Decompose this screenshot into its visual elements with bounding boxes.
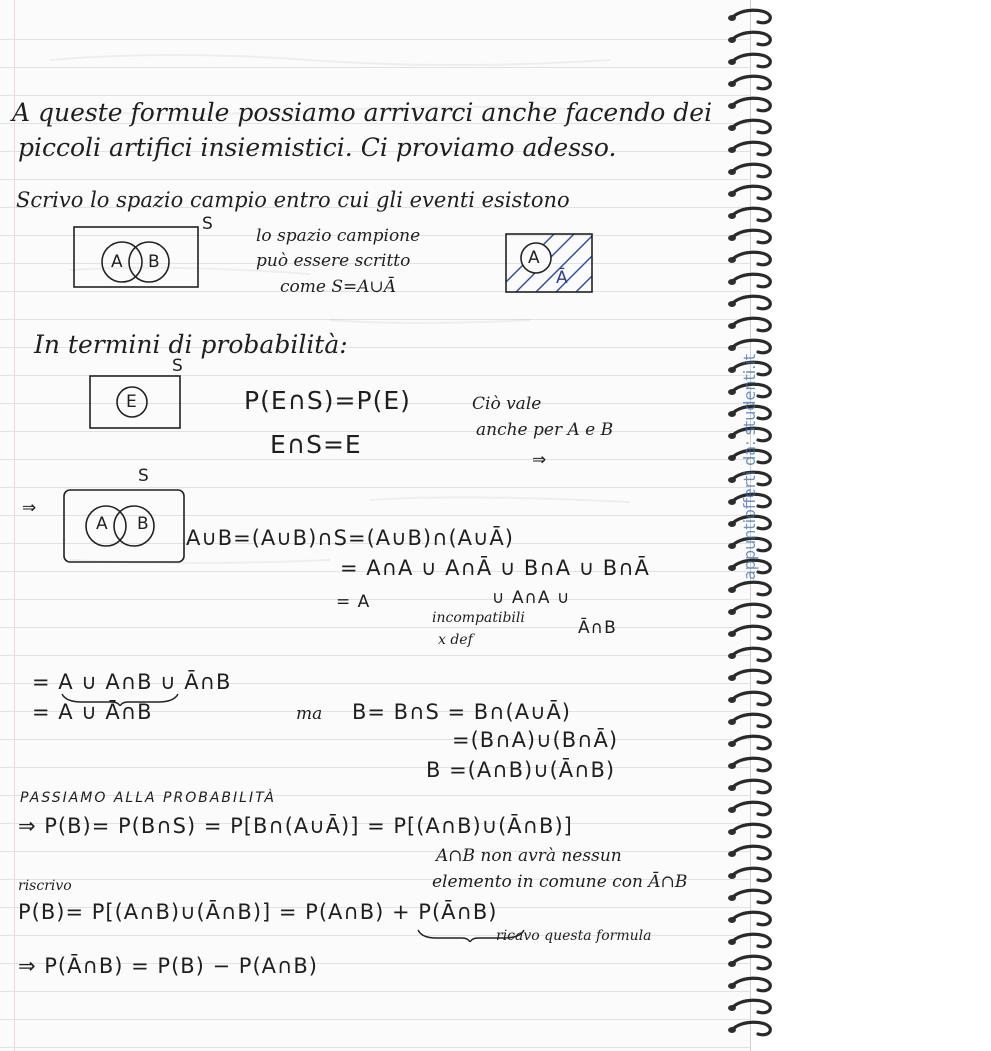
eq-e-cap-s: E∩S=E [270, 430, 362, 459]
rewrite-line: P(B)= P[(A∩B)∪(Ā∩B)] = P(A∩B) + P(Ā∩B) [18, 900, 498, 924]
line-b: = A ∪ Ā∩B [32, 700, 153, 724]
spiral-ring [732, 208, 770, 221]
note-valid-1: Ciò vale [472, 394, 542, 414]
union-equation: A∪B=(A∪B)∩S=(A∪B)∩(A∪Ā) [186, 526, 514, 550]
incompatible-note-2: x def [438, 632, 473, 648]
spiral-ring [732, 824, 770, 837]
abar-cap-b: Ā∩B [578, 618, 617, 638]
diagram1-b-label: B [148, 252, 161, 272]
spiral-ring [732, 318, 770, 331]
union-line-3-b: ∪ A∩A ∪ [492, 588, 571, 608]
spiral-ring [732, 10, 770, 23]
pass-heading: PASSIAMO ALLA PROBABILITÀ [20, 790, 276, 806]
implies-left: ⇒ [22, 498, 38, 518]
b-eq-1: B= B∩S = B∩(A∪Ā) [352, 700, 571, 724]
spiral-ring [732, 868, 770, 881]
no-common-2: elemento in comune con Ā∩B [432, 872, 688, 892]
spiral-ring [732, 252, 770, 265]
implies-short: ⇒ [532, 450, 548, 470]
sample-space-box-4 [64, 490, 184, 562]
spiral-ring [732, 736, 770, 749]
intro-line-2: piccoli artifici insiemistici. Ci proviamo adesso. [18, 133, 617, 162]
space-note-2: può essere scritto [256, 251, 411, 271]
margin-line [14, 0, 15, 1051]
ricavo-note: ricavo questa formula [496, 928, 652, 944]
spiral-ring [732, 32, 770, 45]
prob-line: ⇒ P(B)= P(B∩S) = P[B∩(A∪Ā)] = P[(A∩B)∪(Ā∩B)] [18, 814, 573, 838]
space-note-3: come S=A∪Ā [280, 277, 397, 297]
diagram1-a-label: A [111, 252, 124, 272]
b-eq-2: =(B∩A)∪(B∩Ā) [452, 728, 619, 752]
prob-heading: In termini di probabilità: [34, 330, 348, 359]
note-valid-2: anche per A e B [476, 420, 614, 440]
diagram2-abar-label: Ā [556, 268, 569, 288]
incompatible-note-1: incompatibili [432, 610, 525, 626]
spiral-ring [732, 274, 770, 287]
line-a: = A ∪ A∩B ∪ Ā∩B [32, 670, 232, 694]
spiral-ring [732, 714, 770, 727]
spiral-ring [732, 230, 770, 243]
spiral-ring [732, 340, 770, 353]
spiral-ring [732, 164, 770, 177]
spiral-ring [732, 780, 770, 793]
spiral-ring [732, 296, 770, 309]
watermark: appuntiofferti da: studenti.it [740, 353, 759, 580]
eq-p-e-cap-s: P(E∩S)=P(E) [244, 386, 411, 415]
intro-line-1: A queste formule possiamo arrivarci anche facendo dei [12, 98, 713, 127]
spiral-ring [732, 604, 770, 617]
diagram2-a-label: A [528, 248, 541, 268]
spiral-ring [732, 186, 770, 199]
riscrivo: riscrivo [18, 878, 72, 894]
spiral-ring [732, 54, 770, 67]
diagram4-s-label: S [138, 466, 150, 486]
spiral-ring [732, 1022, 770, 1035]
diagram4-b-label: B [137, 514, 150, 534]
venn-diagram-a-b [70, 215, 220, 295]
diagram3-s-label: S [172, 356, 184, 376]
spiral-ring [732, 648, 770, 661]
spiral-ring [732, 670, 770, 683]
spiral-ring [732, 956, 770, 969]
venn-diagram-union [60, 484, 190, 568]
spiral-ring [732, 142, 770, 155]
spiral-ring [732, 802, 770, 815]
union-line-2: = A∩A ∪ A∩Ā ∪ B∩A ∪ B∩Ā [340, 556, 650, 580]
spiral-ring [732, 890, 770, 903]
spiral-ring [732, 912, 770, 925]
spiral-ring [732, 846, 770, 859]
spiral-ring [732, 758, 770, 771]
space-note-1: lo spazio campione [256, 226, 421, 246]
spiral-ring [732, 626, 770, 639]
venn-diagram-complement [500, 228, 600, 298]
spiral-ring [732, 692, 770, 705]
spiral-ring [732, 76, 770, 89]
diagram1-s-label: S [202, 214, 214, 234]
ma-word: ma [296, 704, 323, 724]
spiral-ring [732, 978, 770, 991]
spiral-ring [732, 120, 770, 133]
b-eq-3: B =(A∩B)∪(Ā∩B) [426, 758, 616, 782]
spiral-ring [732, 934, 770, 947]
final-line: ⇒ P(Ā∩B) = P(B) − P(A∩B) [18, 954, 319, 978]
diagram3-e-label: E [126, 392, 138, 412]
no-common-1: A∩B non avrà nessun [436, 846, 622, 866]
union-line-3-a: = A [336, 592, 371, 612]
space-heading: Scrivo lo spazio campio entro cui gli eventi esistono [16, 188, 570, 212]
diagram4-a-label: A [96, 514, 109, 534]
spiral-ring [732, 582, 770, 595]
spiral-ring [732, 98, 770, 111]
spiral-ring [732, 1000, 770, 1013]
